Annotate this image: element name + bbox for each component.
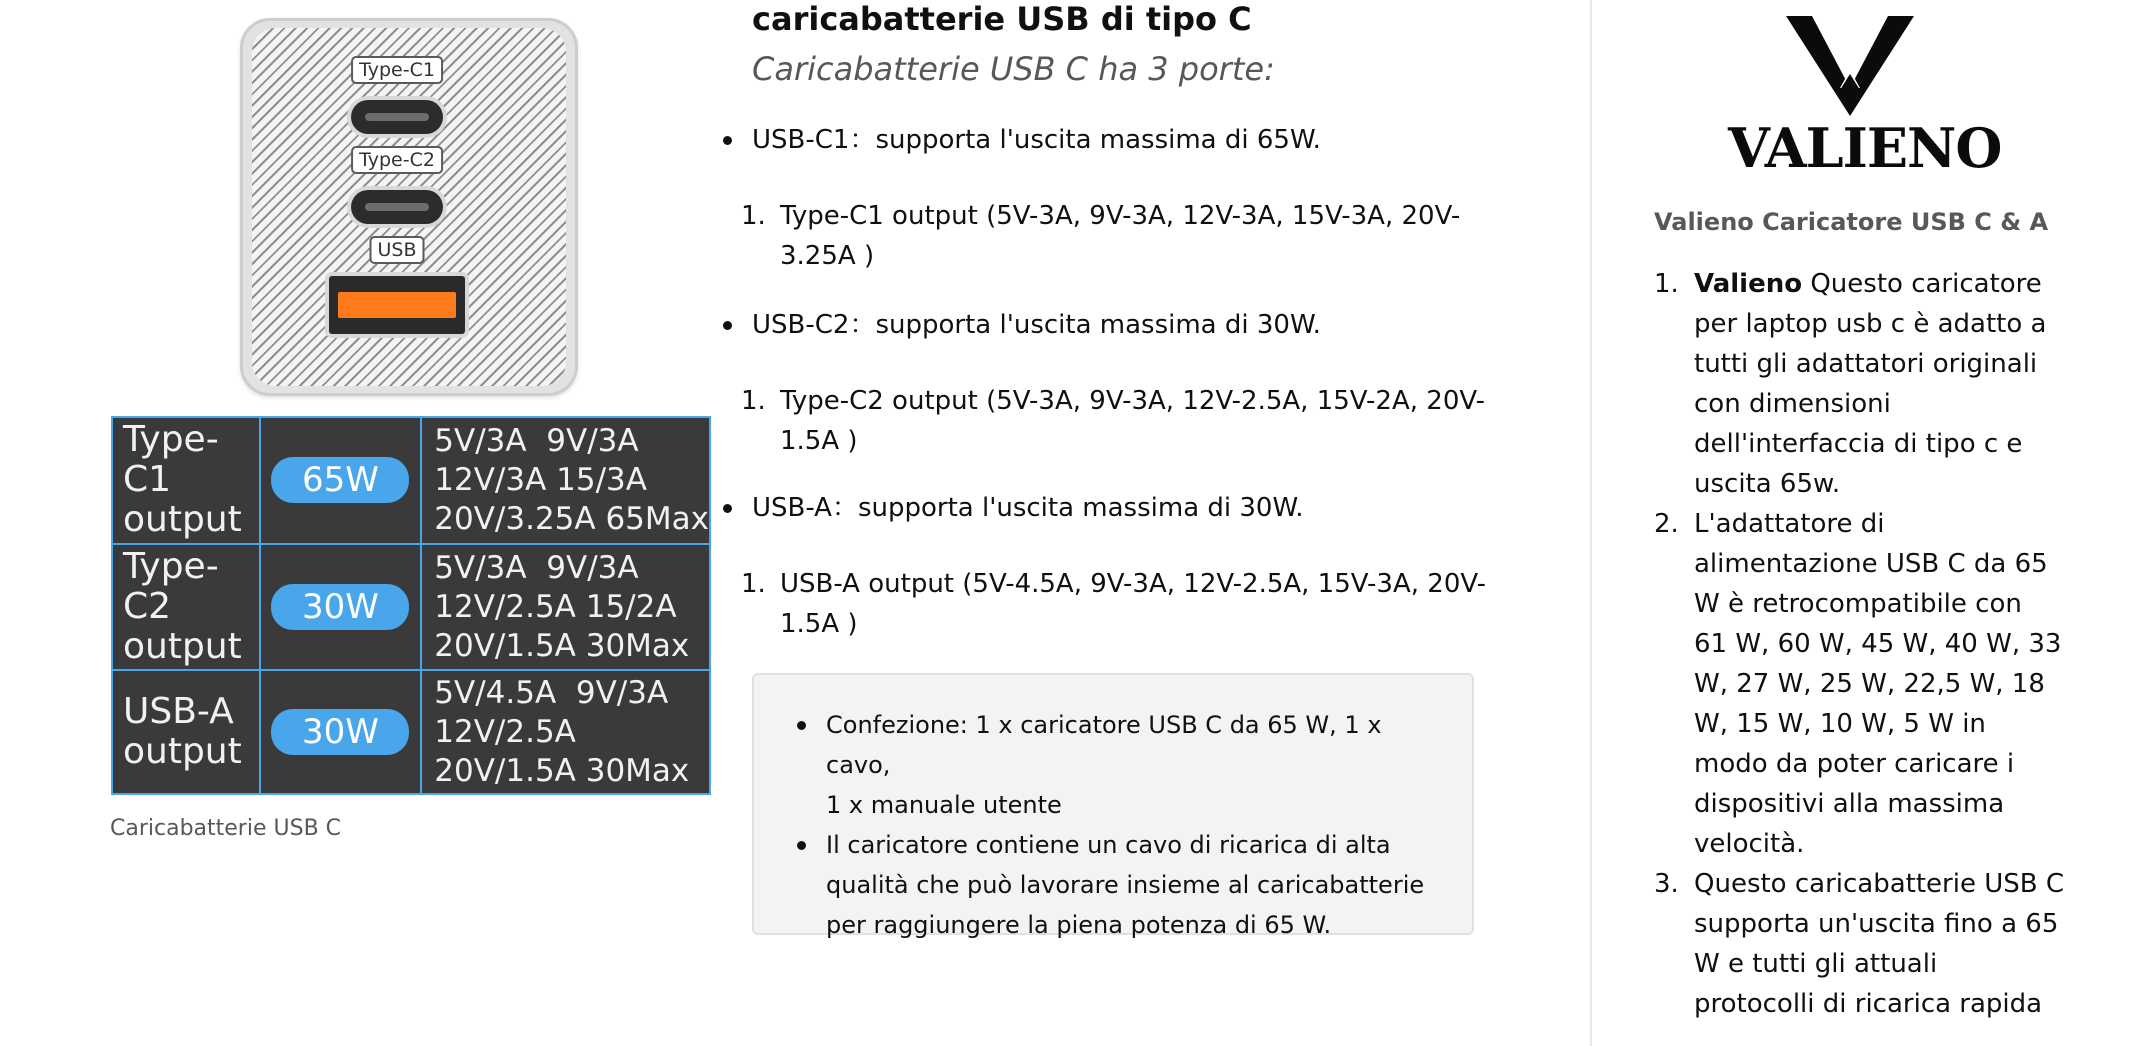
feature-line: supporta un'uscita fino a 65 xyxy=(1694,909,2059,939)
package-info-line: qualità che può lavorare insieme al caricabatterie xyxy=(826,871,1425,899)
detail-line: Type-C1 output (5V-3A, 9V-3A, 12V-3A, 15V-3A, 20V- xyxy=(780,201,1461,231)
feature-line: tutti gli adattatori originali xyxy=(1694,349,2038,379)
detail-line: 1.5A ) xyxy=(780,609,858,639)
feature-line: 61 W, 60 W, 45 W, 40 W, 33 xyxy=(1694,629,2062,659)
spec-port-sublabel: output xyxy=(123,499,242,541)
type-c-port-icon xyxy=(351,100,443,134)
list-number: 1. xyxy=(741,569,766,599)
feature-line: dispositivi alla massima xyxy=(1694,789,2005,819)
spec-power-cell xyxy=(260,544,422,671)
feature-line: L'adattatore di xyxy=(1694,509,1885,539)
usb-a-port-icon xyxy=(329,276,465,334)
spec-power-cell xyxy=(260,670,422,794)
feature-line: W è retrocompatibile con xyxy=(1694,589,2022,619)
detail-line: 1.5A ) xyxy=(780,426,858,456)
port-label-type-c1: Type-C1 xyxy=(351,56,443,84)
spec-port-label: Type-C2 xyxy=(123,546,219,628)
detail-line: Type-C2 output (5V-3A, 9V-3A, 12V-2.5A, 15V-2A, 20V- xyxy=(780,386,1486,416)
list-number: 3. xyxy=(1654,869,1679,899)
list-number: 1. xyxy=(741,201,766,231)
spec-values: 5V/3A 9V/3A 12V/3A 15/3A 20V/3.25A 65Max xyxy=(421,417,710,544)
package-info-line: per raggiungere la piena potenza di 65 W. xyxy=(826,911,1332,939)
port-label-usb: USB xyxy=(369,236,424,264)
list-number: 2. xyxy=(1654,509,1679,539)
port-detail-usb-c1 xyxy=(741,196,1461,276)
feature-line: Questo caricabatterie USB C xyxy=(1694,869,2065,899)
brand-logo[interactable] xyxy=(1728,10,2002,180)
port-detail-usb-c2 xyxy=(741,381,1486,461)
spec-table-image[interactable] xyxy=(111,416,711,795)
feature-line: W, 27 W, 25 W, 22,5 W, 18 xyxy=(1694,669,2045,699)
spec-values: 5V/4.5A 9V/3A 12V/2.5A 20V/1.5A 30Max xyxy=(421,670,710,794)
spec-port-name xyxy=(112,417,260,544)
brand-name-bold: Valieno xyxy=(1694,269,1803,299)
type-c-port-icon xyxy=(351,190,443,224)
image-caption: Caricabatterie USB C xyxy=(110,816,342,841)
spec-values: 5V/3A 9V/3A 12V/2.5A 15/2A 20V/1.5A 30Max xyxy=(421,544,710,671)
feature-line: con dimensioni xyxy=(1694,389,1891,419)
feature-item xyxy=(1654,504,2074,864)
port-bullet-usb-c1: USB-C1：supporta l'uscita massima di 65W. xyxy=(752,120,1321,160)
feature-line: modo da poter caricare i xyxy=(1694,749,2015,779)
sidebar-feature-list xyxy=(1654,264,2074,1024)
package-info-line: 1 x manuale utente xyxy=(826,791,1062,819)
spec-row xyxy=(112,544,710,671)
spec-port-sublabel: output xyxy=(123,731,242,773)
list-number: 1. xyxy=(1654,269,1679,299)
section-subheading: Caricabatterie USB C ha 3 porte: xyxy=(752,50,1275,88)
feature-item xyxy=(1654,864,2074,1024)
power-badge: 30W xyxy=(271,584,409,630)
spec-port-name xyxy=(112,544,260,671)
package-info-list xyxy=(826,705,1426,945)
feature-line: W, 15 W, 10 W, 5 W in xyxy=(1694,709,1986,739)
package-info-item xyxy=(826,705,1426,825)
spec-power-cell xyxy=(260,417,422,544)
feature-line: velocità. xyxy=(1694,829,1805,859)
spec-port-label: USB-A xyxy=(123,691,234,733)
feature-line: W e tutti gli attuali xyxy=(1694,949,1938,979)
package-info-box xyxy=(752,673,1474,939)
port-bullet-usb-a: USB-A：supporta l'uscita massima di 30W. xyxy=(752,488,1303,528)
column-divider xyxy=(1590,0,1592,1046)
package-info-line: Il caricatore contiene un cavo di ricarica di alta xyxy=(826,831,1391,859)
section-heading: caricabatterie USB di tipo C xyxy=(752,0,1252,38)
feature-line xyxy=(1694,264,2074,304)
feature-line: protocolli di ricarica rapida xyxy=(1694,989,2043,1019)
charger-ports-panel xyxy=(290,18,504,396)
feature-line: uscita 65w. xyxy=(1694,469,1841,499)
package-info-item xyxy=(826,825,1426,945)
power-badge: 65W xyxy=(271,457,409,503)
feature-text: Questo caricatore xyxy=(1810,269,2042,299)
spec-port-label: Type-C1 xyxy=(123,419,219,501)
product-image-charger[interactable] xyxy=(240,18,578,396)
package-info-line: Confezione: 1 x caricatore USB C da 65 W, 1 x cavo, xyxy=(826,711,1382,779)
feature-line: alimentazione USB C da 65 xyxy=(1694,549,2048,579)
detail-line: 3.25A ) xyxy=(780,241,875,271)
port-bullet-usb-c2: USB-C2：supporta l'uscita massima di 30W. xyxy=(752,305,1321,345)
brand-logo-mark-icon xyxy=(1728,10,1982,120)
spec-row xyxy=(112,417,710,544)
list-number: 1. xyxy=(741,386,766,416)
sidebar-title: Valieno Caricatore USB C & A xyxy=(1654,208,2049,236)
feature-line: dell'interfaccia di tipo c e xyxy=(1694,429,2023,459)
spec-port-sublabel: output xyxy=(123,626,242,668)
brand-logo-text: VALIENO xyxy=(1728,116,2002,180)
feature-line: per laptop usb c è adatto a xyxy=(1694,309,2047,339)
feature-item xyxy=(1654,264,2074,504)
spec-row xyxy=(112,670,710,794)
spec-port-name xyxy=(112,670,260,794)
port-detail-usb-a xyxy=(741,564,1486,644)
port-label-type-c2: Type-C2 xyxy=(351,146,443,174)
power-badge: 30W xyxy=(271,709,409,755)
detail-line: USB-A output (5V-4.5A, 9V-3A, 12V-2.5A, 15V-3A, 20V- xyxy=(780,569,1486,599)
